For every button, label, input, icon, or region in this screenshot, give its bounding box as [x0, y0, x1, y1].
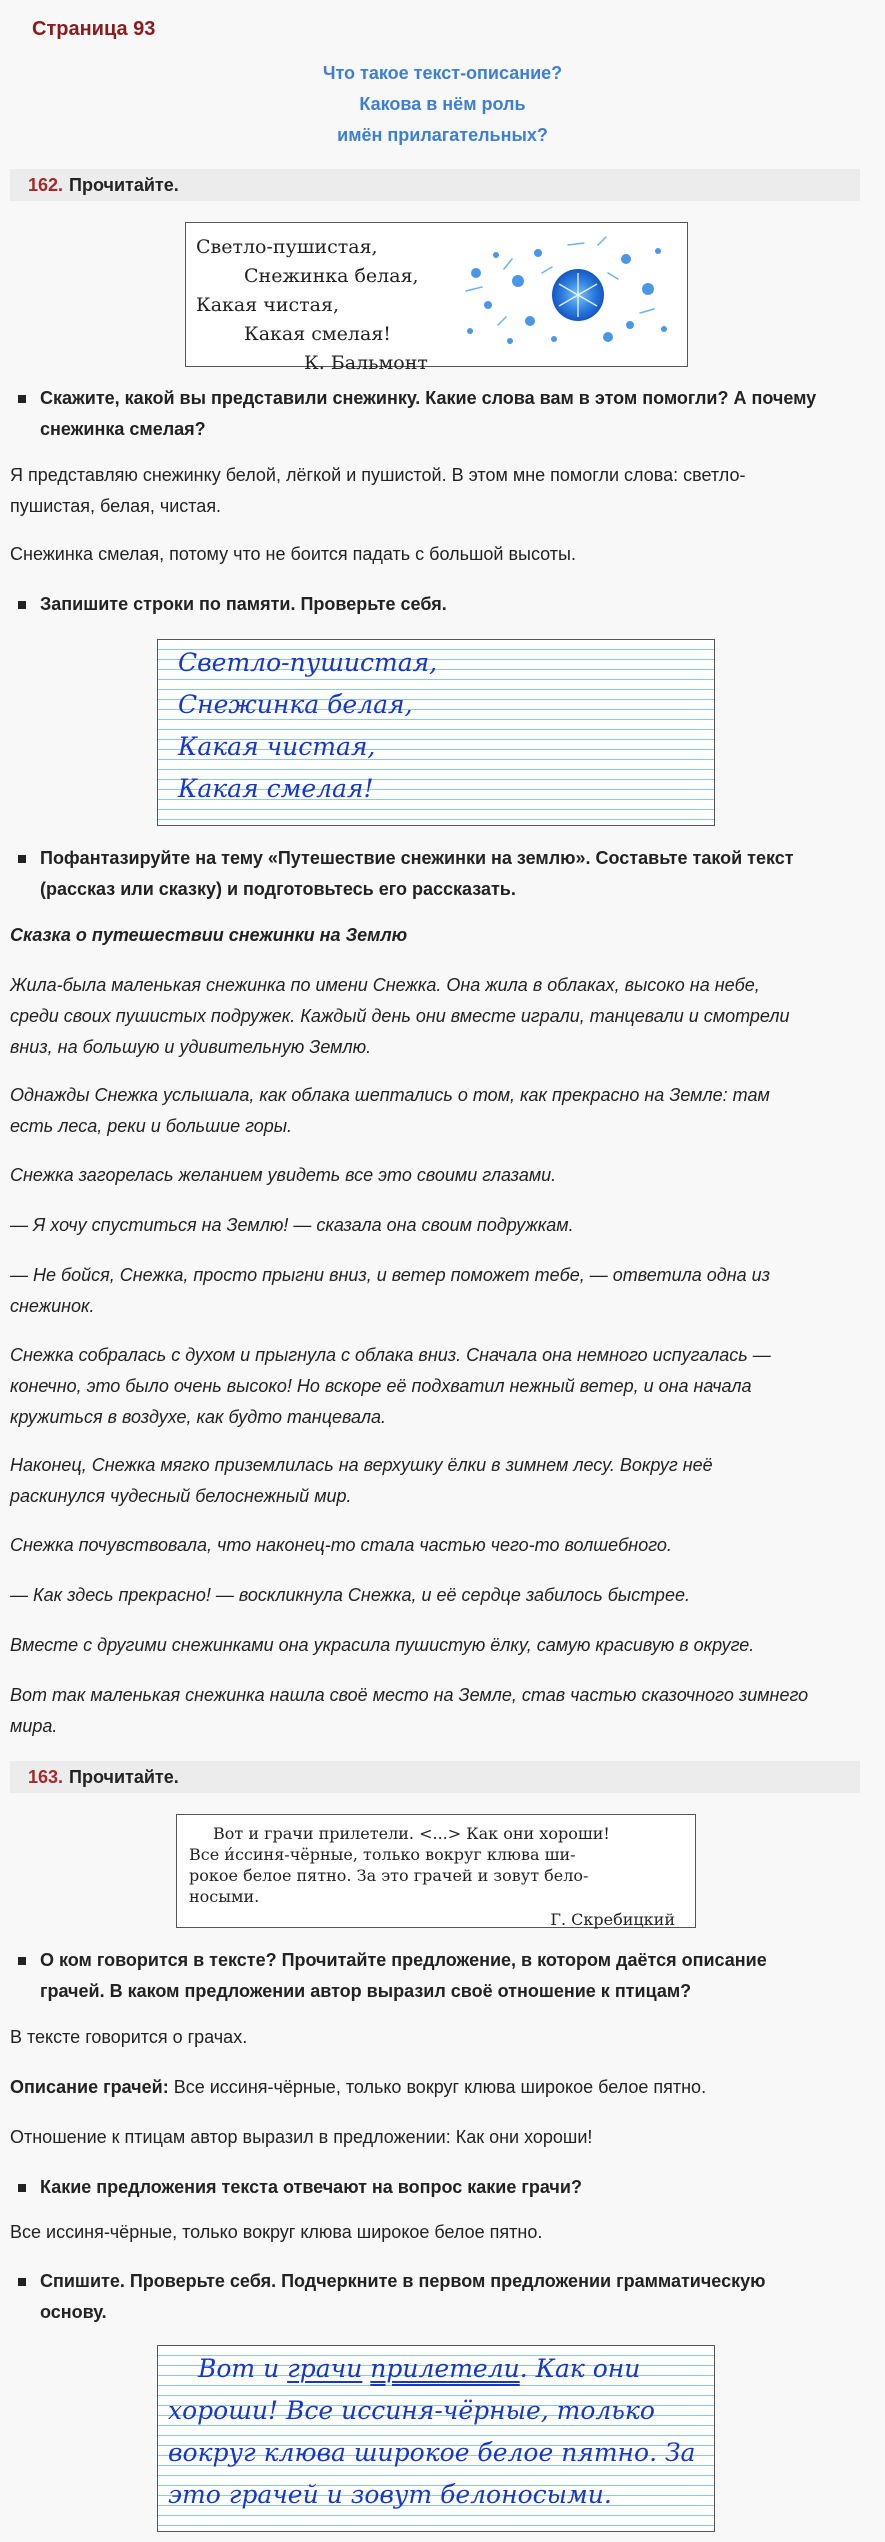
exercise-163-header — [10, 1761, 860, 1793]
story-paragraph: Вместе с другими снежинками она украсила пушистую ёлку, самую красивую в округе. — [10, 1635, 755, 1655]
source-text: Вот и грачи прилетели. <...> Как они хороши! Все и́ссиня-чёрные, только вокруг клюва ши- рокое белое пятно. За это грачей и зовут бело- носыми. Г. Скребицкий — [189, 1823, 683, 1930]
answer-paragraph: Описание грачей: Все иссиня-чёрные, только вокруг клюва широкое белое пятно. — [10, 2077, 707, 2097]
story-title: Сказка о путешествии снежинки на Землю — [10, 925, 408, 945]
answer-paragraph: Отношение к птицам автор выразил в предложении: Как они хороши! — [10, 2127, 593, 2147]
task-162-1: Скажите, какой вы представили снежинку. Какие слова вам в этом помогли? А почему снежинка смелая? — [18, 383, 858, 445]
bullet — [18, 1957, 26, 1965]
bullet — [18, 395, 26, 403]
story-paragraph: — Не бойся, Снежка, просто прыгни вниз, и ветер поможет тебе, — ответила одна из снежинок. — [10, 1265, 771, 1316]
handwriting-line: хороши! Все иссиня-чёрные, только — [168, 2396, 655, 2425]
handwriting-sample — [157, 2345, 715, 2532]
story-paragraph: Жила-была маленькая снежинка по имени Снежка. Она жила в облаках, высоко на небе, среди своих пушистых подружек. Каждый день они вместе играли, танцевали и смотрели вниз, на большую и удивительную Землю. — [10, 975, 790, 1057]
answer-paragraph: Снежинка смелая, потому что не боится падать с большой высоты. — [10, 544, 576, 564]
poem-line: Снежинка белая, — [244, 265, 419, 287]
answer-label: Описание грачей: — [10, 2077, 169, 2097]
poem-line: Светло-пушистая, — [196, 236, 378, 258]
story-paragraph: Снежка собралась с духом и прыгнула с облака вниз. Сначала она немного испугалась — конечно, это было очень высоко! Но вскоре её подхватил нежный ветер, и она начала кружиться в воздухе, как будто танцевала. — [10, 1345, 771, 1427]
poem-line: Какая чистая, — [196, 294, 339, 316]
snowflakes-illustration — [458, 233, 673, 355]
bullet — [18, 2278, 26, 2286]
topic-line: Что такое текст-описание? — [322, 63, 563, 83]
story-paragraph: Наконец, Снежка мягко приземлилась на верхушку ёлки в зимнем лесу. Вокруг неё раскинулся чудесный белоснежный мир. — [10, 1455, 713, 1506]
task-163-3: Спишите. Проверьте себя. Подчеркните в первом предложении грамматическую основу. — [18, 2266, 858, 2328]
poem-author: К. Бальмонт — [304, 352, 428, 374]
poem-line: Какая смелая! — [244, 323, 391, 345]
story-paragraph: Снежка почувствовала, что наконец-то стала частью чего-то волшебного. — [10, 1535, 672, 1555]
topic-line: Какова в нём роль — [359, 94, 526, 114]
handwriting-line: Какая чистая, — [178, 732, 376, 761]
answer-paragraph: Все иссиня-чёрные, только вокруг клюва широкое белое пятно. — [10, 2222, 543, 2242]
answer-paragraph: В тексте говорится о грачах. — [10, 2027, 248, 2047]
subject-underline: грачи — [287, 2354, 363, 2383]
story-paragraph: — Я хочу спуститься на Землю! — сказала она своим подружкам. — [10, 1215, 574, 1235]
story-paragraph: — Как здесь прекрасно! — воскликнула Снежка, и её сердце забилось быстрее. — [10, 1585, 690, 1605]
predicate-underline: прилетели — [370, 2354, 520, 2383]
task-163-2: Какие предложения текста отвечают на вопрос какие грачи? — [18, 2172, 858, 2203]
text-card — [176, 1814, 696, 1928]
exercise-number: 163. — [28, 1767, 64, 1787]
exercise-title: Прочитайте. — [69, 175, 179, 195]
task-163-1: О ком говорится в тексте? Прочитайте предложение, в котором даётся описание грачей. В каком предложении автор выразил своё отношение к птицам? — [18, 1945, 858, 2007]
story-paragraph: Однажды Снежка услышала, как облака шептались о том, как прекрасно на Земле: там есть леса, реки и большие горы. — [10, 1085, 770, 1136]
story-paragraph: Снежка загорелась желанием увидеть все это своими глазами. — [10, 1165, 557, 1185]
handwriting-line: Какая смелая! — [178, 774, 374, 803]
topic-line: имён прилагательных? — [337, 125, 548, 145]
answer-paragraph: Я представляю снежинку белой, лёгкой и пушистой. В этом мне помогли слова: светло- пушистая, белая, чистая. — [10, 465, 746, 516]
bullet — [18, 601, 26, 609]
text-author: Г. Скребицкий — [550, 1910, 675, 1929]
story-paragraph: Вот так маленькая снежинка нашла своё место на Земле, став частью сказочного зимнего мира. — [10, 1685, 809, 1736]
exercise-title: Прочитайте. — [69, 1767, 179, 1787]
exercise-number: 162. — [28, 175, 64, 195]
handwriting-line: Снежинка белая, — [178, 690, 413, 719]
bullet — [18, 2184, 26, 2192]
handwriting-line: Светло-пушистая, — [178, 648, 438, 677]
handwriting-line: это грачей и зовут белоносыми. — [168, 2480, 612, 2509]
poem-card — [185, 222, 688, 374]
topic-question — [0, 58, 885, 151]
exercise-162-header — [10, 169, 860, 201]
page-title: Страница 93 — [32, 18, 156, 40]
handwriting-line: вокруг клюва широкое белое пятно. За — [168, 2438, 696, 2467]
handwriting-line: Вот и грачи прилетели. Как они — [198, 2354, 641, 2383]
bullet — [18, 855, 26, 863]
task-162-2: Запишите строки по памяти. Проверьте себя. — [18, 589, 858, 620]
task-162-3: Пофантазируйте на тему «Путешествие снежинки на землю». Составьте такой текст (рассказ или сказку) и подготовьтесь его рассказать. — [18, 843, 858, 905]
handwriting-sample — [157, 639, 715, 826]
poem-text — [196, 233, 486, 378]
